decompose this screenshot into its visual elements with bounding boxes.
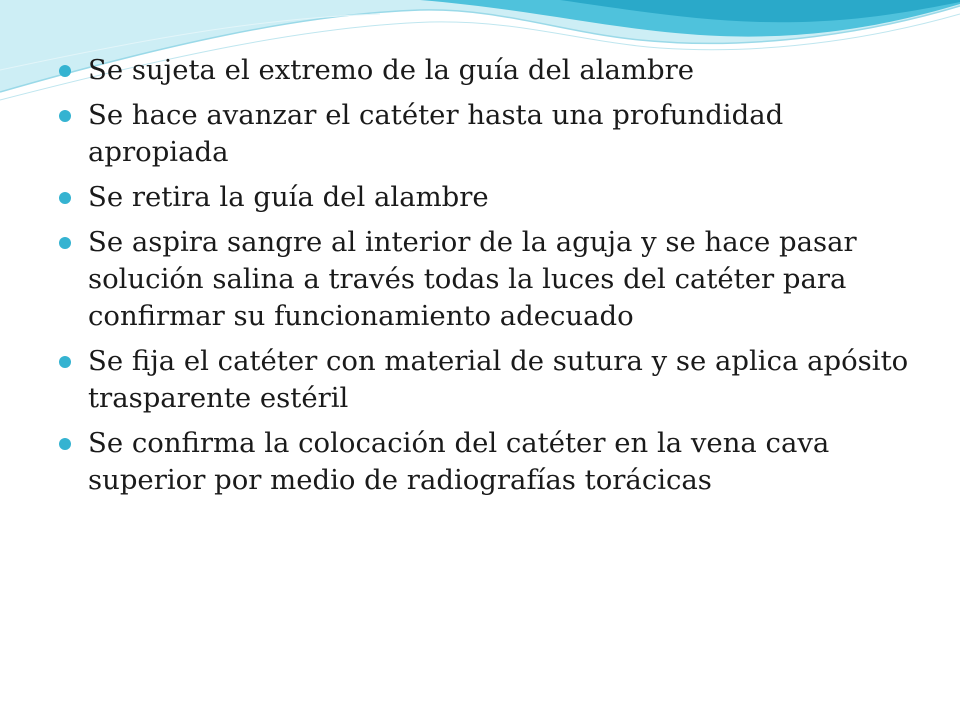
bullet-dot-icon (59, 65, 71, 77)
bullet-item (58, 343, 918, 417)
bullet-dot-icon (59, 438, 71, 450)
bullet-item (58, 97, 918, 171)
bullet-list (58, 52, 918, 507)
bullet-dot-icon (59, 110, 71, 122)
bullet-text: Se fija el catéter con material de sutura y se aplica apósito trasparente estéril (88, 345, 909, 414)
bullet-item (58, 425, 918, 499)
bullet-dot-icon (59, 237, 71, 249)
bullet-item (58, 52, 918, 89)
bullet-text: Se hace avanzar el catéter hasta una profundidad apropiada (88, 99, 784, 168)
bullet-text: Se retira la guía del alambre (88, 181, 489, 213)
bullet-item (58, 224, 918, 335)
bullet-text: Se confirma la colocación del catéter en la vena cava superior por medio de radiografías torácicas (88, 427, 830, 496)
bullet-dot-icon (59, 356, 71, 368)
bullet-text: Se sujeta el extremo de la guía del alambre (88, 54, 695, 86)
bullet-dot-icon (59, 192, 71, 204)
bullet-text: Se aspira sangre al interior de la aguja y se hace pasar solución salina a través todas la luces del catéter para confirmar su funcionamiento adecuado (88, 226, 857, 332)
bullet-item (58, 179, 918, 216)
